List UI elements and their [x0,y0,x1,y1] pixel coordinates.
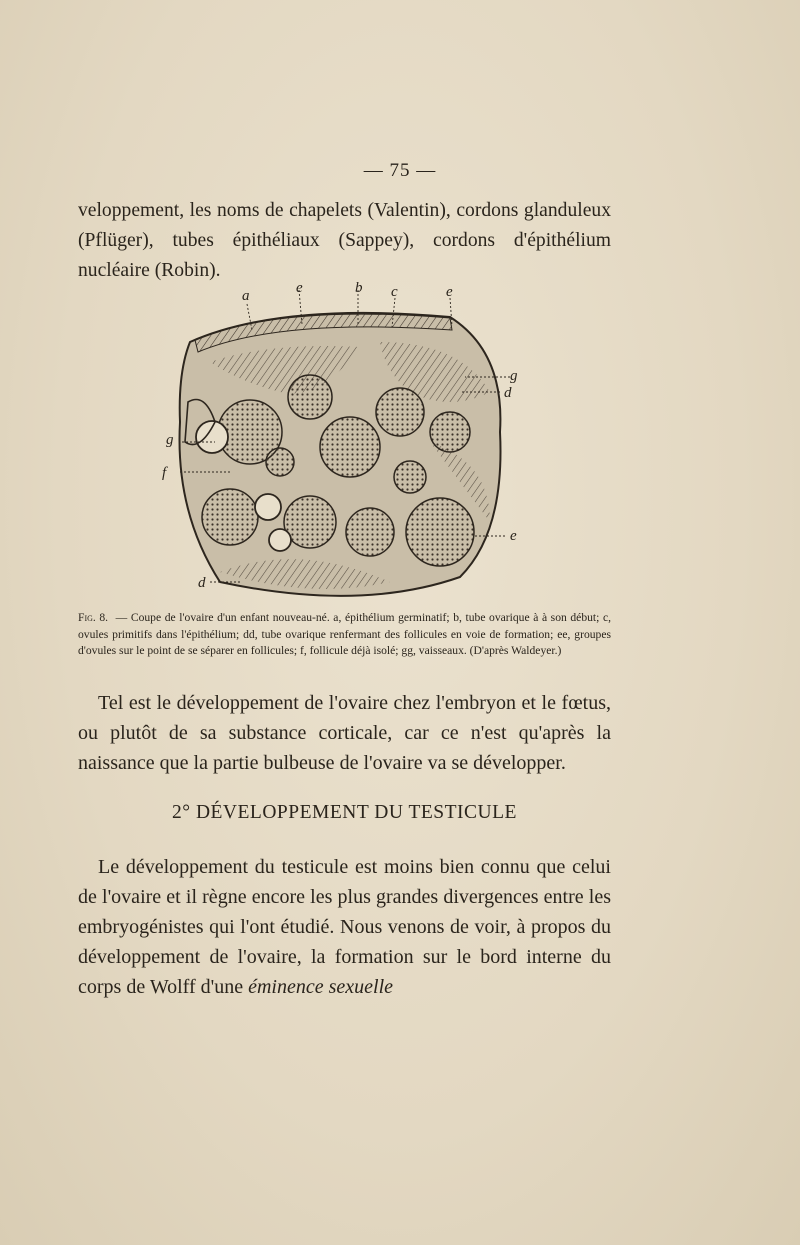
label-g: g [166,432,174,448]
label-d: d [504,385,512,401]
label-e: e [446,284,453,300]
emphasis-eminence-sexuelle: éminence sexuelle [248,976,394,998]
ovary-section-figure [160,282,530,612]
figure-caption [78,610,611,660]
paragraph-testicule-text: Le développement du testicule est moins bien connu que celui de l'ovaire et il règne encore les plus grandes divergences entre les embryogénistes qui l'ont étudié. Nous venons de voir, à propos du développement de l'ovaire, la formation sur le bord interne du corps de Wolff d'une [78,856,611,998]
label-d: d [198,575,206,591]
figure-caption-text: — Coupe de l'ovaire d'un enfant nouveau-né. a, épithélium germinatif; b, tube ovarique à à son début; c, ovules primitifs dans l'épithélium; dd, tube ovarique renfermant des follicules en voie de formation; ee, groupes d'ovules sur le point de se séparer en follicules; f, follicule déjà isolé; gg, vaisseaux. (D'après Waldeyer.) [78,611,611,657]
label-b: b [355,282,363,296]
page-number: — 75 — [363,160,437,181]
label-e: e [510,528,517,544]
paragraph-ovaire: Tel est le développement de l'ovaire chez l'embryon et le fœtus, ou plutôt de sa substance corticale, car ce n'est qu'après la naissance que la partie bulbeuse de l'ovaire va se développer. [78,692,611,774]
paragraph-testicule [78,852,611,1002]
label-a: a [242,288,250,304]
figure-label: Fig. 8. [78,611,109,624]
label-c: c [391,284,398,300]
label-g: g [510,368,518,384]
label-f: f [162,465,167,481]
label-e: e [296,282,303,296]
section-heading: 2° DÉVELOPPEMENT DU TESTICULE [172,802,517,823]
paragraph-continuation: veloppement, les noms de chapelets (Valentin), cordons glanduleux (Pflüger), tubes épithéliaux (Sappey), cordons d'épithélium nucléaire (Robin). [78,200,611,281]
